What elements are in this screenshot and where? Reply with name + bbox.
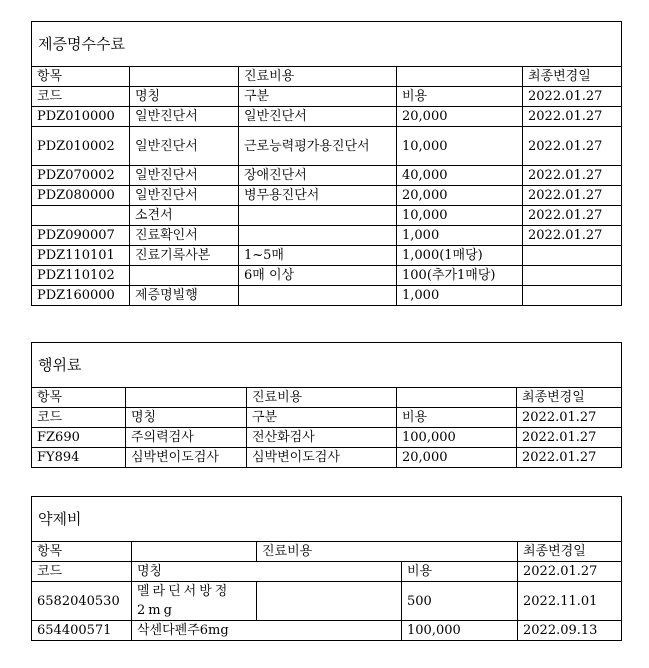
drug-table-title: 약제비 [32, 497, 622, 542]
action-table-title: 행위료 [32, 343, 622, 388]
header-date: 2022.01.27 [523, 87, 622, 107]
cell-category: 1~5매 [239, 246, 397, 266]
cell-code [32, 206, 130, 226]
header-cost: 진료비용 [239, 67, 397, 87]
cell-date: 2022.01.27 [523, 226, 622, 246]
cell-code: PDZ090007 [32, 226, 130, 246]
cell-name: 일반진단서 [130, 186, 239, 206]
cell-name: 진료확인서 [130, 226, 239, 246]
header-cost: 진료비용 [247, 388, 397, 408]
cell-name: 일반진단서 [130, 127, 239, 166]
header-changed: 최종변경일 [523, 67, 622, 87]
cell-date: 2022.09.13 [518, 621, 622, 641]
fee-table-title: 제증명수수료 [32, 22, 622, 67]
cell-code: PDZ110102 [32, 266, 130, 286]
cell-code: FY894 [32, 448, 126, 468]
cell-category [239, 206, 397, 226]
header-changed: 최종변경일 [518, 542, 622, 562]
cell-price: 500 [402, 582, 518, 621]
cell-code: 6582040530 [32, 582, 132, 621]
cell-code: PDZ010002 [32, 127, 130, 166]
cell-code: 654400571 [32, 621, 132, 641]
cell-price: 100,000 [402, 621, 518, 641]
cell-date [523, 266, 622, 286]
header-price: 비용 [402, 562, 518, 582]
action-table [31, 342, 622, 468]
header-item: 항목 [32, 388, 126, 408]
table-row [32, 186, 622, 206]
cell-date: 2022.01.27 [523, 107, 622, 127]
table-row [32, 582, 622, 621]
cell-price: 100(추가1매당) [397, 266, 523, 286]
cell-price: 20,000 [397, 186, 523, 206]
table-row [32, 448, 622, 468]
cell-name: 진료기록사본 [130, 246, 239, 266]
cell-price: 1,000(1매당) [397, 246, 523, 266]
cell-name: 제증명빌행 [130, 286, 239, 306]
cell-price: 10,000 [397, 206, 523, 226]
table-row [32, 266, 622, 286]
cell-price: 40,000 [397, 166, 523, 186]
cell-date [523, 246, 622, 266]
cell-category: 병무용진단서 [239, 186, 397, 206]
header-name: 명칭 [132, 562, 402, 582]
cell-price: 20,000 [397, 107, 523, 127]
cell-category: 전산화검사 [247, 428, 397, 448]
header-code: 코드 [32, 562, 132, 582]
table-row [32, 621, 622, 641]
cell-name: 주의력검사 [126, 428, 247, 448]
fee-table [31, 21, 622, 306]
cell-date: 2022.01.27 [523, 166, 622, 186]
cell-category [239, 286, 397, 306]
cell-date: 2022.01.27 [523, 206, 622, 226]
cell-name: 소견서 [130, 206, 239, 226]
header-date: 2022.01.27 [518, 562, 622, 582]
table-row [32, 428, 622, 448]
header-price: 비용 [397, 87, 523, 107]
header-item: 항목 [32, 67, 130, 87]
cell-code: PDZ010000 [32, 107, 130, 127]
cell-name: 삭센다펜주6mg [132, 621, 402, 641]
cell-date: 2022.01.27 [523, 186, 622, 206]
cell-code: PDZ080000 [32, 186, 130, 206]
cell-price: 1,000 [397, 286, 523, 306]
cell-date: 2022.01.27 [517, 448, 622, 468]
header-price: 비용 [397, 408, 517, 428]
cell-date: 2022.01.27 [517, 428, 622, 448]
drug-table [31, 496, 622, 641]
cell-category: 심박변이도검사 [247, 448, 397, 468]
cell-name: 일반진단서 [130, 107, 239, 127]
table-row [32, 166, 622, 186]
header-category: 구분 [239, 87, 397, 107]
header-item: 항목 [32, 542, 132, 562]
cell-price: 1,000 [397, 226, 523, 246]
header-code: 코드 [32, 87, 130, 107]
cell-name [130, 266, 239, 286]
cell-name: 심박변이도검사 [126, 448, 247, 468]
cell-name: 일반진단서 [130, 166, 239, 186]
cell-date: 2022.01.27 [523, 127, 622, 166]
cell-category: 6매 이상 [239, 266, 397, 286]
header-name: 명칭 [130, 87, 239, 107]
cell-price: 100,000 [397, 428, 517, 448]
cell-category: 근로능력평가용진단서 [239, 127, 397, 166]
header-name: 명칭 [126, 408, 247, 428]
cell-code: FZ690 [32, 428, 126, 448]
table-row [32, 286, 622, 306]
cell-date: 2022.11.01 [518, 582, 622, 621]
header-cost: 진료비용 [257, 542, 518, 562]
header-date: 2022.01.27 [517, 408, 622, 428]
header-changed: 최종변경일 [517, 388, 622, 408]
header-code: 코드 [32, 408, 126, 428]
cell-price: 20,000 [397, 448, 517, 468]
table-row [32, 127, 622, 166]
table-row [32, 226, 622, 246]
table-row [32, 107, 622, 127]
header-category: 구분 [247, 408, 397, 428]
cell-category: 장애진단서 [239, 166, 397, 186]
cell-code: PDZ110101 [32, 246, 130, 266]
table-row [32, 246, 622, 266]
cell-category [239, 226, 397, 246]
cell-code: PDZ070002 [32, 166, 130, 186]
cell-name: 멜라딘서방정 2mg [132, 582, 257, 621]
table-row [32, 206, 622, 226]
cell-category: 일반진단서 [239, 107, 397, 127]
cell-price: 10,000 [397, 127, 523, 166]
cell-code: PDZ160000 [32, 286, 130, 306]
cell-date [523, 286, 622, 306]
